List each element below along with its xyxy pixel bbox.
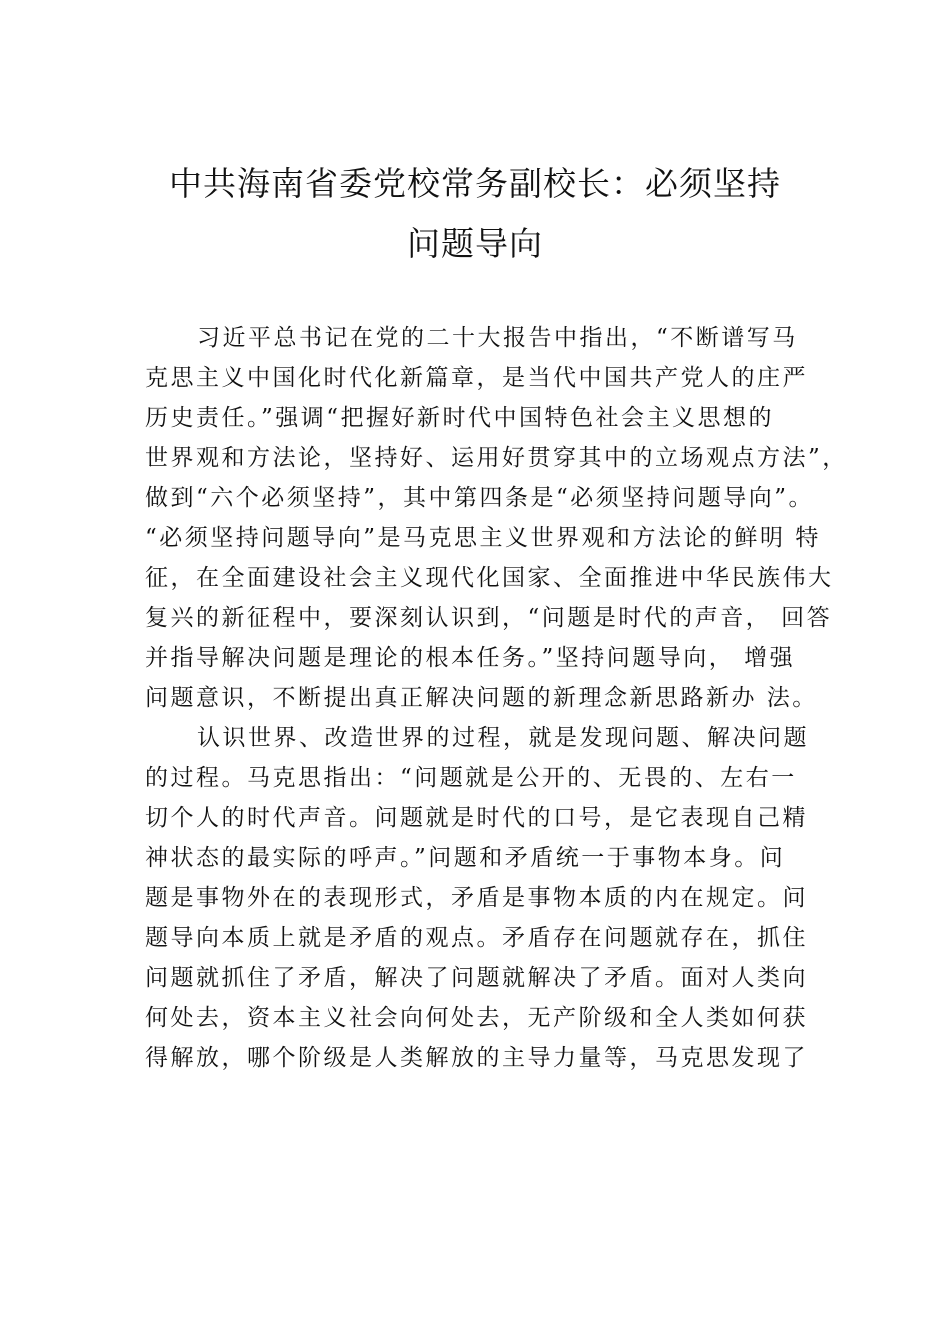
text-line: 何处去，资本主义社会向何处去，无产阶级和全人类如何获 xyxy=(145,1005,808,1031)
document-title-line-2: 问题导向 xyxy=(407,224,543,263)
text-line: 征，在全面建设社会主义现代化国家、全面推进中华民族伟大 xyxy=(145,565,834,591)
text-line: 历史责任。”强调“把握好新时代中国特色社会主义思想的 xyxy=(145,405,775,431)
text-line: 克思主义中国化时代化新篇章，是当代中国共产党人的庄严 xyxy=(145,365,808,391)
text-line: 习近平总书记在党的二十大报告中指出，“不断谱写马 xyxy=(197,325,798,351)
text-line: 神状态的最实际的呼声。”问题和矛盾统一于事物本身。问 xyxy=(145,845,786,871)
text-line: 题是事物外在的表现形式，矛盾是事物本质的内在规定。问 xyxy=(145,885,808,911)
text-line: “必须坚持问题导向”是马克思主义世界观和方法论的鲜明 特 xyxy=(145,525,821,551)
paragraph-2 xyxy=(145,718,825,1078)
document-title-line-1: 中共海南省委党校常务副校长：必须坚持 xyxy=(169,164,781,203)
text-line: 世界观和方法论，坚持好、运用好贯穿其中的立场观点方法”， xyxy=(145,445,848,471)
text-line: 切个人的时代声音。问题就是时代的口号，是它表现自己精 xyxy=(145,805,808,831)
document-body xyxy=(145,318,848,1078)
text-line: 得解放，哪个阶级是人类解放的主导力量等，马克思发现了 xyxy=(145,1045,808,1071)
text-line: 题导向本质上就是矛盾的观点。矛盾存在问题就存在，抓住 xyxy=(145,925,808,951)
text-line: 问题就抓住了矛盾，解决了问题就解决了矛盾。面对人类向 xyxy=(145,965,808,991)
paragraph-1 xyxy=(145,318,848,718)
text-line: 认识世界、改造世界的过程，就是发现问题、解决问题 xyxy=(197,725,809,751)
text-line: 的过程。马克思指出：“问题就是公开的、无畏的、左右一 xyxy=(145,765,797,791)
text-line: 做到“六个必须坚持”，其中第四条是“必须坚持问题导向”。 xyxy=(145,485,815,511)
text-line: 并指导解决问题是理论的根本任务。”坚持问题导向， 增强 xyxy=(145,645,796,671)
text-line: 复兴的新征程中，要深刻认识到，“问题是时代的声音， 回答 xyxy=(145,605,833,631)
text-line: 问题意识，不断提出真正解决问题的新理念新思路新办 法。 xyxy=(145,685,818,711)
